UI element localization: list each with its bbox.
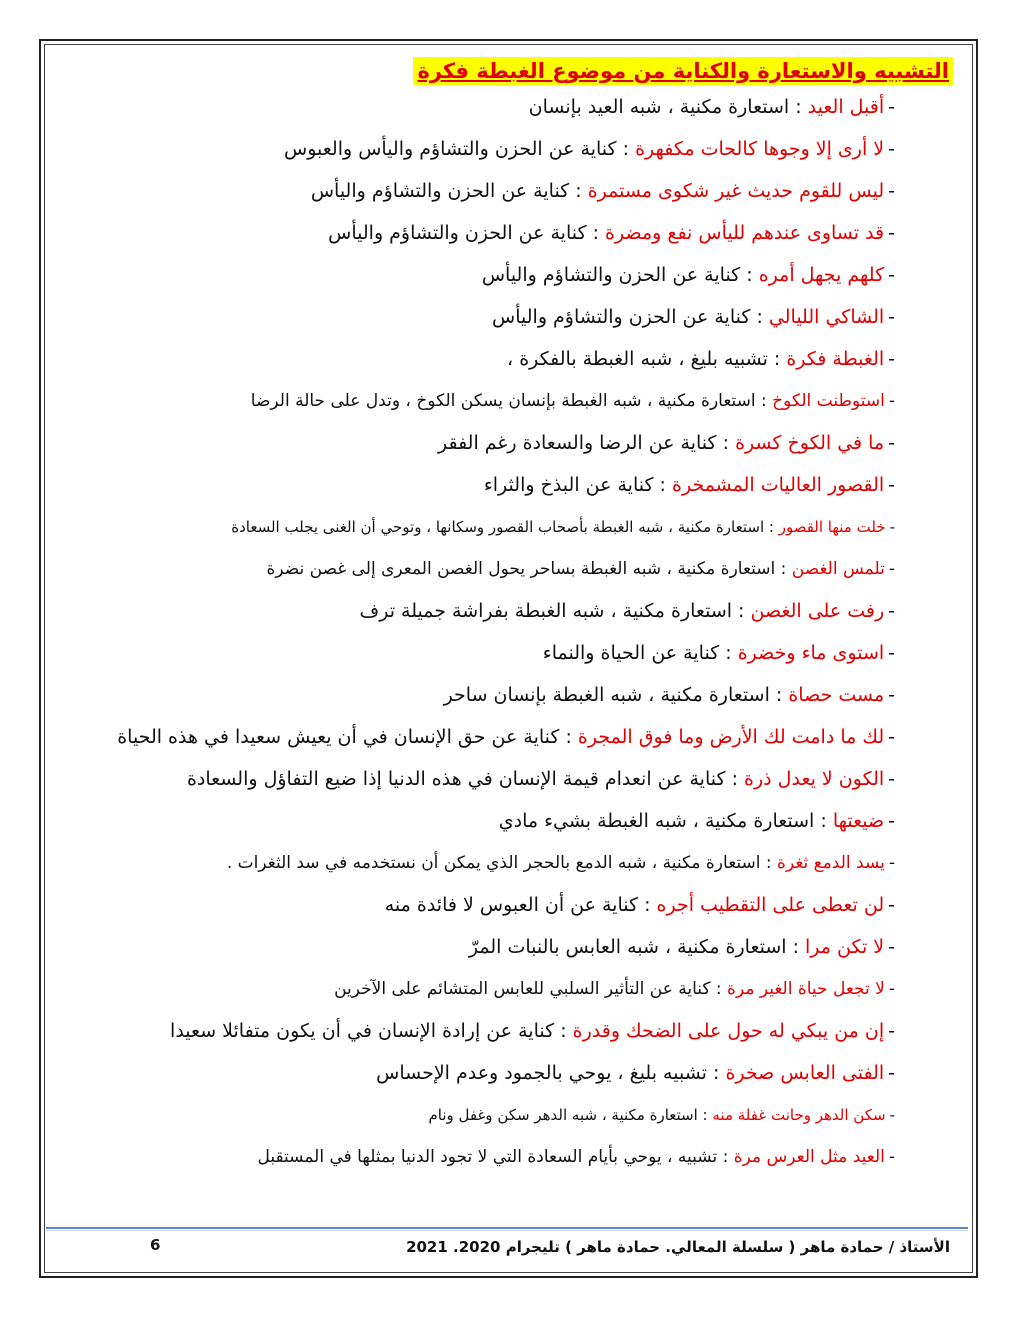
list-item [85, 590, 895, 632]
list-item [85, 800, 895, 842]
explanation-text: : كناية عن انعدام قيمة الإنسان في هذه الدنيا إذا ضيع التفاؤل والسعادة [186, 768, 745, 790]
page-title: التشبيه والاستعارة والكناية من موضوع الغبطة فكرة [413, 57, 953, 85]
list-item [85, 86, 895, 128]
footer-divider [46, 1227, 968, 1229]
list-bullet: - [888, 979, 895, 999]
list-bullet: - [888, 96, 895, 118]
list-item [85, 128, 895, 170]
list-bullet: - [888, 1020, 895, 1042]
list-item [85, 338, 895, 380]
list-item [85, 548, 895, 590]
list-bullet: - [889, 518, 895, 536]
list-bullet: - [888, 894, 895, 916]
list-bullet: - [888, 138, 895, 160]
list-bullet: - [888, 1062, 895, 1084]
quoted-phrase: أقبل العيد [807, 96, 885, 118]
explanation-text: : كناية عن الحزن والتشاؤم واليأس [492, 306, 769, 328]
list-bullet: - [888, 810, 895, 832]
list-bullet: - [888, 600, 895, 622]
explanation-text: : كناية عن الحزن والتشاؤم واليأس [310, 180, 588, 202]
list-item [85, 884, 895, 926]
explanation-text: : كناية عن الحزن والتشاؤم واليأس [328, 222, 606, 244]
explanation-text: : كناية عن التأثير السلبي للعابس المتشائم على الآخرين [334, 979, 728, 999]
list-item [85, 716, 895, 758]
quoted-phrase: الكون لا يعدل ذرة [744, 768, 885, 790]
quoted-phrase: قد تساوى عندهم لليأس نفع ومضرة [605, 222, 885, 244]
quoted-phrase: لا تكن مرا [805, 936, 885, 958]
quoted-phrase: ما في الكوخ كسرة [735, 432, 885, 454]
quoted-phrase: لا أرى إلا وجوها كالحات مكفهرة [635, 138, 885, 160]
quoted-phrase: لا تجعل حياة الغير مرة [727, 979, 885, 999]
quoted-phrase: خلت منها القصور [778, 518, 886, 536]
list-bullet: - [888, 306, 895, 328]
list-bullet: - [888, 391, 895, 411]
list-bullet: - [888, 642, 895, 664]
figures-of-speech-list [85, 86, 895, 1178]
quoted-phrase: يسد الدمع ثغرة [777, 853, 885, 873]
list-bullet: - [889, 1106, 895, 1124]
list-item [85, 380, 895, 422]
list-item [85, 422, 895, 464]
quoted-phrase: الشاكي الليالي [768, 306, 885, 328]
quoted-phrase: الفتى العابس صخرة [725, 1062, 885, 1084]
list-bullet: - [888, 348, 895, 370]
explanation-text: : كناية عن أن العبوس لا فائدة منه [384, 894, 657, 916]
quoted-phrase: إن من يبكي له حول على الضحك وقدرة [572, 1020, 885, 1042]
quoted-phrase: رفت على الغصن [750, 600, 885, 622]
explanation-text: : كناية عن البذخ والثراء [483, 474, 672, 496]
explanation-text: : استعارة مكنية ، شبه الغبطة بإنسان ساحر [443, 684, 789, 706]
quoted-phrase: القصور العاليات المشمخرة [672, 474, 885, 496]
list-item [85, 296, 895, 338]
list-item [85, 632, 895, 674]
list-item [85, 758, 895, 800]
explanation-text: : استعارة مكنية ، شبه العابس بالنبات المرّ [468, 936, 806, 958]
list-item [85, 968, 895, 1010]
explanation-text: : استعارة مكنية ، شبه الغبطة بشيء مادي [498, 810, 833, 832]
list-item [85, 1136, 895, 1178]
list-item [85, 842, 895, 884]
explanation-text: : استعارة مكنية ، شبه الغبطة بساحر يحول الغصن المعرى إلى غصن نضرة [266, 559, 792, 579]
list-item [85, 170, 895, 212]
list-bullet: - [888, 474, 895, 496]
footer-divider-shadow [46, 1230, 968, 1231]
list-item [85, 506, 895, 548]
list-item [85, 254, 895, 296]
quoted-phrase: ليس للقوم حديث غير شكوى مستمرة [587, 180, 885, 202]
explanation-text: : كناية عن إرادة الإنسان في أن يكون متفائلا سعيدا [170, 1020, 573, 1042]
list-item [85, 464, 895, 506]
list-bullet: - [888, 559, 895, 579]
list-bullet: - [888, 432, 895, 454]
list-item [85, 1010, 895, 1052]
list-bullet: - [888, 936, 895, 958]
quoted-phrase: كلهم يجهل أمره [758, 264, 885, 286]
explanation-text: : استعارة مكنية ، شبه الغبطة بأصحاب القصور وسكانها ، وتوحي أن الغنى يجلب السعادة [231, 518, 779, 536]
explanation-text: : تشبيه ، يوحي بأيام السعادة التي لا تجود الدنيا بمثلها في المستقبل [257, 1147, 734, 1167]
explanation-text: : استعارة مكنية ، شبه العيد بإنسان [528, 96, 808, 118]
quoted-phrase: لن تعطى على التقطيب أجره [656, 894, 885, 916]
explanation-text: : تشبيه بليغ ، شبه الغبطة بالفكرة ، [507, 348, 787, 370]
footer-credit: الأستاذ / حمادة ماهر ( سلسلة المعالي. حمادة ماهر ) تليجرام 2020. 2021 [406, 1238, 950, 1256]
list-bullet: - [888, 726, 895, 748]
page-number: 6 [150, 1236, 161, 1254]
explanation-text: : استعارة مكنية ، شبه الغبطة بفراشة جميلة ترف [359, 600, 751, 622]
explanation-text: : كناية عن الحياة والنماء [542, 642, 738, 664]
list-bullet: - [888, 180, 895, 202]
quoted-phrase: تلمس الغصن [791, 559, 885, 579]
quoted-phrase: الغبطة فكرة [786, 348, 885, 370]
list-item [85, 1052, 895, 1094]
quoted-phrase: استوى ماء وخضرة [737, 642, 885, 664]
explanation-text: : كناية عن الرضا والسعادة رغم الفقر [437, 432, 736, 454]
quoted-phrase: ضيعتها [832, 810, 885, 832]
explanation-text: : استعارة مكنية ، شبه الدمع بالحجر الذي يمكن أن نستخدمه في سد الثغرات . [226, 853, 778, 873]
quoted-phrase: استوطنت الكوخ [772, 391, 885, 411]
explanation-text: : استعارة مكنية ، شبه الغبطة بإنسان يسكن الكوخ ، وتدل على حالة الرضا [250, 391, 773, 411]
list-bullet: - [888, 222, 895, 244]
explanation-text: : كناية عن الحزن والتشاؤم واليأس والعبوس [284, 138, 636, 160]
quoted-phrase: مست حصاة [788, 684, 885, 706]
list-item [85, 926, 895, 968]
list-bullet: - [888, 768, 895, 790]
explanation-text: : كناية عن حق الإنسان في أن يعيش سعيدا في هذه الحياة [117, 726, 578, 748]
list-bullet: - [888, 1147, 895, 1167]
quoted-phrase: لك ما دامت لك الأرض وما فوق المجرة [577, 726, 885, 748]
title-block [413, 56, 953, 86]
quoted-phrase: سكن الدهر وحانت غفلة منه [712, 1106, 886, 1124]
list-item [85, 1094, 895, 1136]
explanation-text: : كناية عن الحزن والتشاؤم واليأس [481, 264, 759, 286]
list-bullet: - [888, 264, 895, 286]
list-bullet: - [888, 684, 895, 706]
explanation-text: : تشبيه بليغ ، يوحي بالجمود وعدم الإحساس [376, 1062, 726, 1084]
list-item [85, 674, 895, 716]
list-item [85, 212, 895, 254]
list-bullet: - [888, 853, 895, 873]
quoted-phrase: العيد مثل العرس مرة [733, 1147, 885, 1167]
explanation-text: : استعارة مكنية ، شبه الدهر سكن وغفل ونام [428, 1106, 713, 1124]
